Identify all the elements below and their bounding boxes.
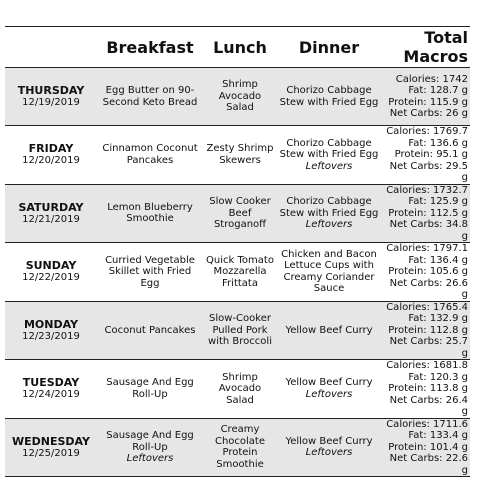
lunch-meal: Shrimp Avocado Salad [218,79,262,114]
lunch-meal: Zesty Shrimp Skewers [206,143,274,166]
net-carbs-value: Net Carbs: 25.7 g [389,336,468,359]
protein-value: Protein: 95.1 g [394,149,468,160]
day-date: 12/25/2019 [22,447,80,459]
dinner-meal: Chicken and Bacon Lettuce Cups with Creamy Coriander Sauce [281,248,377,295]
day-name: FRIDAY [28,142,74,156]
day-cell [5,68,97,126]
lunch-cell [203,418,277,477]
day-name: SATURDAY [18,200,84,214]
calories-value: Calories: 1769.7 [386,126,468,137]
protein-value: Protein: 113.8 g [388,383,468,394]
breakfast-cell [97,301,203,360]
day-cell [5,418,97,477]
protein-value: Protein: 112.8 g [388,324,468,336]
fat-value: Fat: 128.7 g [408,85,468,96]
lunch-cell [203,126,277,185]
net-carbs-value: Net Carbs: 29.5 g [389,160,468,183]
meal-plan-table [5,26,470,477]
header-breakfast: Breakfast [106,37,194,57]
breakfast-cell [97,184,203,243]
meal-plan [5,26,470,477]
day-name: MONDAY [23,317,79,331]
breakfast-meal: Cinnamon Coconut Pancakes [102,143,198,166]
day-row [5,360,470,419]
day-cell [5,360,97,419]
dinner-note: Leftovers [305,160,353,172]
lunch-cell [203,243,277,302]
header-total-macros [381,27,470,68]
calories-value: Calories: 1681.8 [386,360,468,371]
day-date: 12/22/2019 [22,272,80,284]
day-row [5,184,470,243]
net-carbs-value: Net Carbs: 26.6 g [389,277,468,300]
net-carbs-value: Net Carbs: 34.8 g [389,219,468,242]
dinner-cell [277,184,381,243]
day-row [5,243,470,302]
day-name: WEDNESDAY [12,434,90,448]
day-cell [5,126,97,185]
lunch-meal: Slow Cooker Beef Stroganoff [209,196,271,230]
day-cell [5,184,97,243]
protein-value: Protein: 115.9 g [388,96,468,108]
macros-cell [381,243,470,302]
header-dinner: Dinner [298,37,360,57]
breakfast-note: Leftovers [126,453,174,464]
macros-cell [381,126,470,185]
breakfast-cell [97,68,203,126]
day-date: 12/24/2019 [22,389,80,401]
dinner-meal: Chorizo Cabbage Stew with Fried Egg [279,196,379,219]
fat-value: Fat: 136.4 g [408,254,468,266]
breakfast-meal: Sausage And Egg Roll-Up [106,377,194,400]
lunch-cell [203,301,277,360]
dinner-cell [277,301,381,360]
macros-cell [381,418,470,477]
protein-value: Protein: 112.5 g [388,207,468,219]
calories-value: Calories: 1797.1 [386,243,468,254]
breakfast-cell [97,243,203,302]
breakfast-meal: Coconut Pancakes [104,324,196,336]
lunch-cell [203,68,277,126]
dinner-meal: Chorizo Cabbage Stew with Fried Egg [279,85,379,108]
dinner-note: Leftovers [305,447,353,459]
breakfast-meal: Curried Vegetable Skillet with Fried Egg [105,254,195,289]
calories-value: Calories: 1711.6 [386,418,468,430]
lunch-meal: Shrimp Avocado Salad [218,371,262,406]
dinner-cell [277,418,381,477]
dinner-meal: Yellow Beef Curry [285,324,373,336]
header-macros-line1: Total [424,28,468,47]
day-cell [5,301,97,360]
fat-value: Fat: 125.9 g [408,196,468,207]
day-row [5,68,470,126]
dinner-note: Leftovers [305,219,353,230]
day-row [5,301,470,360]
breakfast-meal: Sausage And Egg Roll-Up [106,430,194,453]
day-date: 12/19/2019 [22,97,80,108]
breakfast-meal: Egg Butter on 90-Second Keto Bread [102,85,198,108]
header-day [5,27,97,68]
header-macros-line2: Macros [403,47,468,66]
lunch-meal: Creamy Chocolate Protein Smoothie [214,424,266,470]
lunch-cell [203,184,277,243]
header-row [5,27,470,68]
fat-value: Fat: 133.4 g [408,430,468,441]
breakfast-cell [97,360,203,419]
fat-value: Fat: 120.3 g [408,371,468,383]
dinner-cell [277,360,381,419]
net-carbs-value: Net Carbs: 26.4 g [389,394,468,417]
dinner-cell [277,243,381,302]
calories-value: Calories: 1765.4 [386,301,468,313]
day-name: SUNDAY [25,259,77,273]
lunch-meal: Slow-Cooker Pulled Pork with Broccoli [208,313,272,347]
header-lunch: Lunch [213,37,267,57]
day-row [5,418,470,477]
day-row [5,126,470,185]
dinner-meal: Yellow Beef Curry [285,435,373,447]
protein-value: Protein: 101.4 g [388,441,468,453]
calories-value: Calories: 1742 [395,73,468,85]
day-name: THURSDAY [17,84,85,97]
macros-cell [381,184,470,243]
dinner-cell [277,126,381,185]
fat-value: Fat: 132.9 g [408,313,468,324]
macros-cell [381,360,470,419]
protein-value: Protein: 105.6 g [388,266,468,277]
dinner-meal: Yellow Beef Curry [285,377,373,389]
macros-cell [381,68,470,126]
dinner-meal: Chorizo Cabbage Stew with Fried Egg [279,137,379,160]
breakfast-meal: Lemon Blueberry Smoothie [107,201,193,225]
day-date: 12/21/2019 [22,213,80,225]
day-cell [5,243,97,302]
net-carbs-value: Net Carbs: 22.6 g [389,453,468,476]
macros-cell [381,301,470,360]
lunch-meal: Quick Tomato Mozzarella Frittata [206,254,274,289]
fat-value: Fat: 136.6 g [408,137,468,149]
calories-value: Calories: 1732.7 [386,184,468,196]
breakfast-cell [97,418,203,477]
dinner-cell [277,68,381,126]
day-date: 12/20/2019 [22,155,80,167]
lunch-cell [203,360,277,419]
net-carbs-value: Net Carbs: 26 g [389,108,468,119]
day-date: 12/23/2019 [22,330,80,342]
dinner-note: Leftovers [305,388,353,400]
breakfast-cell [97,126,203,185]
day-name: TUESDAY [22,376,80,390]
